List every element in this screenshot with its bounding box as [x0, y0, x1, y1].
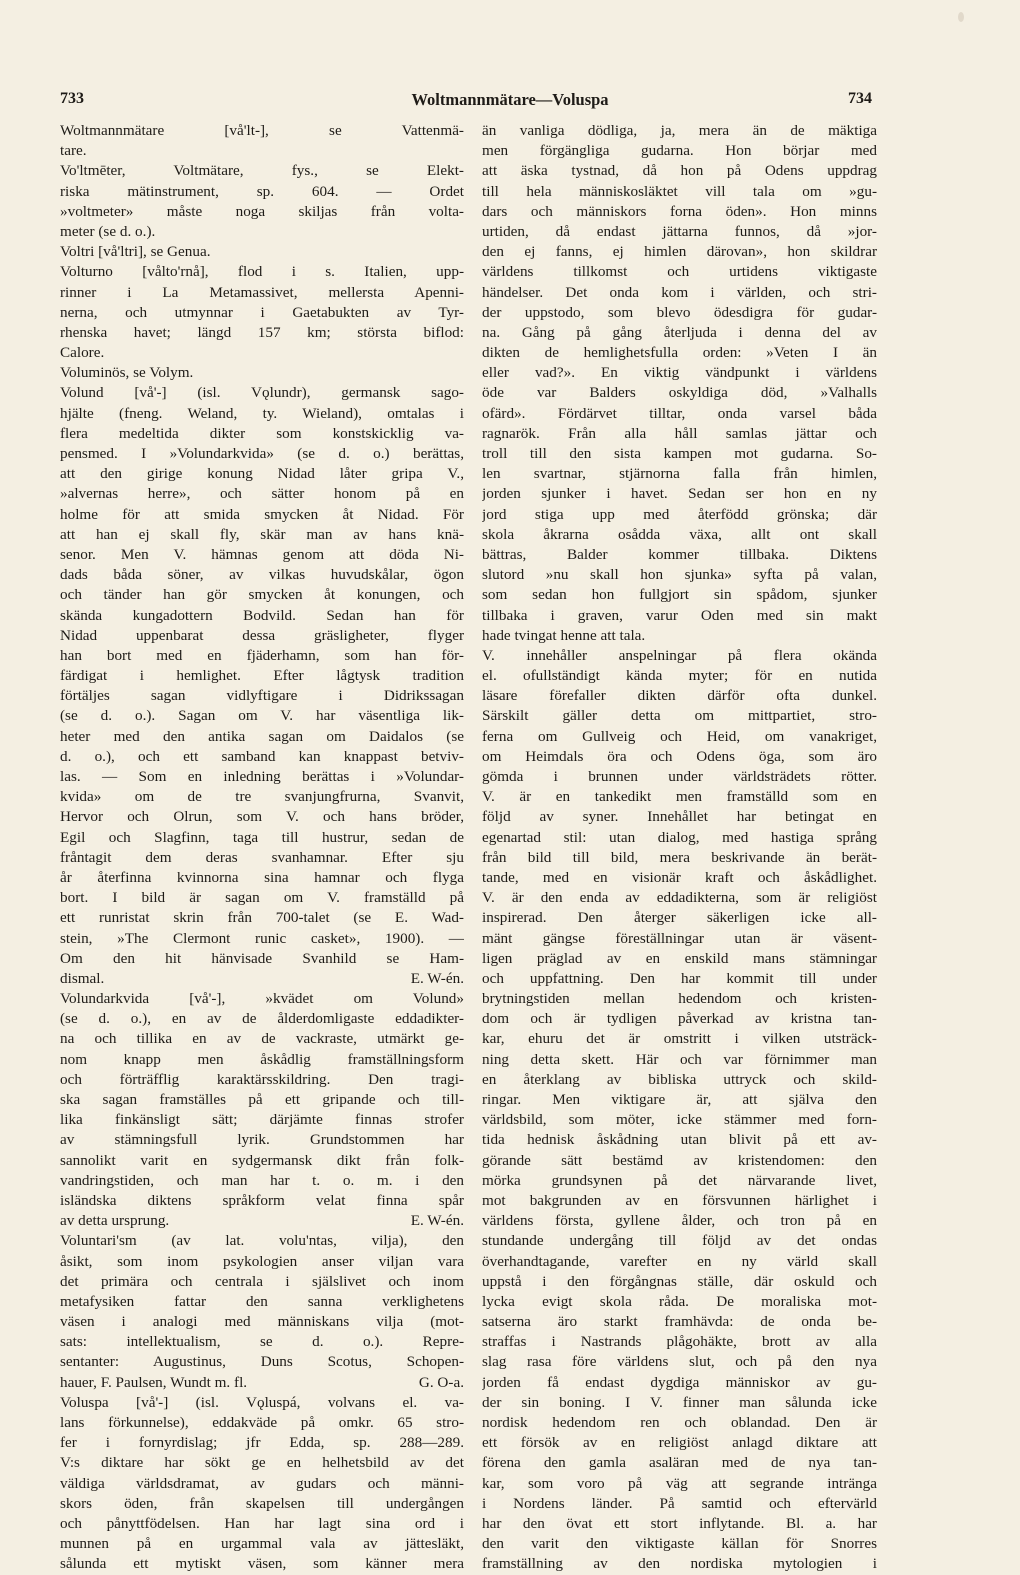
text-line: tillbaka i graven, varur Oden med sin makt: [482, 606, 877, 624]
text-line: färdigat i hemlighet. Efter lågtysk tradition: [60, 667, 464, 685]
text-line: riska mätinstrument, sp. 604. — Ordet: [60, 182, 464, 200]
text-line: skända kungadottern Bodvild. Sedan han för: [60, 606, 464, 624]
text-line: han bort med en fjäderhamn, som han för-: [60, 646, 464, 664]
text-line: världens tillkomst och urtidens viktigaste: [482, 263, 877, 281]
text-line: holme för att smida smycken åt Nidad. För: [60, 505, 464, 523]
text-line: V. är den enda av eddadikterna, som är religiöst: [482, 889, 877, 907]
text-line: den ej fanns, ej himlen därovan», hon skildrar: [482, 243, 877, 261]
text-line: Volturno [vålto'rnå], flod i s. Italien, upp-: [60, 263, 464, 281]
text-line: der uppstodo, som blevo ödesdigra för gudar-: [482, 303, 877, 321]
text-line: munnen på en urgammal vala av jättesläkt,: [60, 1535, 464, 1553]
text-line: straffas i Nastrands plågohäkte, brott av alla: [482, 1333, 877, 1351]
text-line: läsare förefaller dikten därför ofta dunkel.: [482, 687, 877, 705]
text-line: heter med den antika sagan om Daidalos (se: [60, 727, 464, 745]
text-line: Volundarkvida [vå'-], »kvädet om Volund»: [60, 990, 464, 1008]
text-line: skors öden, från skapelsen till undergången: [60, 1494, 464, 1512]
page-number-left: 733: [60, 90, 84, 107]
text-line: lans förkunnelse), eddakväde på omkr. 65 stro-: [60, 1414, 464, 1431]
text-line: (se d. o.), en av de ålderdomligaste eddadikter-: [60, 1010, 464, 1028]
text-line: stundande undergång till följd av det ondas: [482, 1232, 877, 1250]
text-line: senor. Men V. hämnas genom att döda Ni-: [60, 545, 464, 563]
text-line: fer i fornyrdislag; jfr Edda, sp. 288—289.: [60, 1434, 464, 1452]
text-line: nerna, och utmynnar i Gaetabukten av Tyr-: [60, 303, 464, 321]
text-line: hade tvingat henne att tala.: [482, 626, 646, 644]
text-line: isländska diktens språkform velat finna spår: [60, 1191, 464, 1209]
text-line: bort. I bild är sagan om V. framställd på: [60, 889, 464, 907]
text-line: tande, med en visionär kraft och åskådlighet.: [482, 868, 877, 886]
text-line: dars och människors forna öden». Hon minns: [482, 202, 877, 220]
text-line: egenartad stil: utan dialog, med hastiga språng: [482, 828, 877, 846]
text-line: rhenska havet; längd 157 km; största biflod:: [60, 323, 464, 341]
paper-mark: [958, 12, 964, 22]
text-line: flera medeltida dikter som konstskicklig va-: [60, 424, 464, 442]
page-number-right: 734: [848, 90, 872, 107]
text-line: metafysiken fattar den sanna verklighetens: [60, 1292, 464, 1310]
text-line: sats: intellektualism, se d. o.). Repre-: [60, 1333, 464, 1351]
text-line: mänt gängse föreställningar utan är väsent-: [482, 929, 877, 947]
text-line: »voltmeter» måste noga skiljas från volta-: [60, 202, 464, 220]
text-line: om Heimdals öra och Odens öga, som äro: [482, 747, 877, 765]
text-line: ofärd». Fördärvet tilltar, onda varsel båda: [482, 404, 877, 422]
text-line: Särskilt gäller detta om mittpartiet, stro-: [482, 707, 877, 725]
text-line: mörka grundsynen på det närvarande livet,: [482, 1171, 877, 1189]
text-line: tare.: [60, 142, 87, 160]
text-line: tida hednisk åskådning utan blivit på ett av-: [482, 1131, 877, 1149]
text-line: ska sagan framställes på ett gripande och till-: [60, 1091, 464, 1108]
text-line: väldiga världsdramat, av gudars och männi-: [60, 1474, 464, 1492]
text-line: kar, ehuru det är omstritt i vilken utsträck-: [482, 1030, 877, 1048]
text-line: att äska tystnad, då hon på Odens uppdrag: [482, 162, 877, 180]
text-line: har den övat ett stort inflytande. Bl. a. har: [482, 1514, 877, 1532]
text-line: ferna om Gullveig och Heid, om vanakriget,: [482, 727, 877, 745]
text-line: uppstå i den förgångnas ställe, där oskuld och: [482, 1272, 877, 1290]
text-line: bättras, Balder kommer tillbaka. Diktens: [482, 545, 877, 563]
text-line: satserna äro starkt framhävda: de onda be-: [482, 1313, 877, 1331]
text-line: förena den gamla asaläran med de nya tan-: [482, 1454, 877, 1472]
text-line: lycka evigt skola råda. De moraliska mot-: [482, 1292, 877, 1310]
text-line: V. innehåller anspelningar på flera okända: [482, 646, 877, 664]
text-line: åsikt, som inom psykologien anser viljan vara: [60, 1252, 464, 1270]
text-line: el. ofullständigt kända myter; för en nutida: [482, 667, 877, 685]
text-line: framställning av den nordiska mytologien i: [482, 1555, 877, 1573]
text-line: ligen präglad av en enskild mans stämningar: [482, 949, 877, 967]
text-line: Calore.: [60, 344, 105, 362]
text-line: av stämningsfull lyrik. Grundstommen har: [60, 1131, 464, 1149]
text-line: ett försök av en religiöst anlagd diktare att: [482, 1434, 877, 1452]
text-line: eller vad?». En viktig vändpunkt i världens: [482, 364, 877, 382]
text-line: och tänder han gör smycken åt konungen, och: [60, 586, 464, 604]
text-line: urtiden, då endast jättarna funnos, då »jor-: [482, 222, 877, 240]
text-line: pensmed. I »Volundarkvida» (se d. o.) berättas,: [60, 445, 464, 462]
text-line: troll till den sista kampen mot gudarna. So-: [482, 445, 877, 462]
text-line: kar, som voro på väg att segrande intränga: [482, 1474, 877, 1492]
text-line: E. W-én. dismal.: [60, 969, 464, 987]
text-line: förtäljes sagan vidlyftigare i Didrikssagan: [60, 687, 464, 705]
text-line: världens första, gyllene ålder, och tron på en: [482, 1212, 877, 1230]
text-line: händelser. Det onda kom i världen, och stri-: [482, 283, 877, 301]
text-line: Hervor och Olrun, som V. och hans bröder,: [60, 808, 464, 826]
text-line: slag rasa före världens slut, och på den nya: [482, 1353, 877, 1371]
text-line: ragnarök. Från alla håll samlas jättar och: [482, 424, 877, 442]
text-line: inspirerad. Den återger säkerligen icke all-: [482, 909, 877, 927]
text-line: jorden sjunker i havet. Sedan ser hon en ny: [482, 485, 877, 503]
text-line: att den girige konung Nidad låter gripa V.,: [60, 465, 464, 483]
text-line: Volund [vå'-] (isl. Vǫlundr), germansk sago-: [60, 384, 464, 402]
text-line: der sin boning. I V. finner man sålunda icke: [482, 1393, 877, 1411]
text-line: år återfinna kvinnorna sina hamnar och flyga: [60, 868, 464, 886]
text-line: E. W-én. av detta ursprung.: [60, 1212, 464, 1230]
text-line: (se d. o.). Sagan om V. har väsentliga lik-: [60, 707, 464, 725]
text-line: stein, »The Clermont runic casket», 1900). —: [60, 929, 464, 947]
text-line: »alvernas herre», och sätter honom på en: [60, 485, 464, 503]
text-line: skola åkrarna osådda växa, allt ont skall: [482, 525, 877, 543]
text-line: brytningstiden mellan hedendom och kristen-: [482, 990, 877, 1008]
text-line: hjälte (fneng. Weland, ty. Wieland), omtalas i: [60, 404, 464, 422]
text-line: Om den hit hänvisade Svanhild se Ham-: [60, 949, 464, 967]
text-line: men förgängliga gudarna. Hon börjar med: [482, 142, 877, 160]
text-line: och förträfflig karaktärsskildring. Den tragi-: [60, 1070, 464, 1088]
text-line: V. är en tankedikt men framställd som en: [482, 788, 877, 806]
text-line: slutord »nu skall hon sjunka» syfta på valan,: [482, 566, 877, 584]
text-line: na. Gång på gång återljuda i denna del av: [482, 323, 877, 341]
text-line: rinner i La Metamassivet, mellersta Apenni-: [60, 283, 464, 301]
text-line: ning detta skett. Här och var förnimmer man: [482, 1050, 877, 1068]
text-line: Voltri [vå'ltri], se Genua.: [60, 243, 211, 261]
right-text-column: [482, 121, 877, 1575]
text-line: än vanliga dödliga, ja, mera än de mäktiga: [482, 122, 877, 139]
text-line: i Nordens länder. På samtid och eftervärld: [482, 1494, 877, 1512]
text-line: dom och är tydligen påverkad av kristna tan-: [482, 1010, 877, 1028]
text-line: att han ej skall fly, skär man av hans knä-: [60, 525, 464, 543]
text-line: gömda i brunnen under världsträdets rötter.: [482, 768, 877, 785]
text-line: V:s diktare har sökt ge en helhetsbild av det: [60, 1454, 464, 1472]
text-line: Vo'ltmēter, Voltmätare, fys., se Elekt-: [60, 162, 464, 180]
text-line: och uppfattning. Den har kommit till under: [482, 969, 877, 987]
text-line: nordisk hedendom ren och oblandad. Den är: [482, 1414, 877, 1431]
text-line: mot bakgrunden av en försvunnen härlighet i: [482, 1191, 877, 1209]
text-line: en återklang av bibliska uttryck och skild-: [482, 1070, 877, 1088]
text-line: ringar. Men viktigare är, att själva den: [482, 1091, 877, 1108]
text-line: dads båda söner, av vilkas huvudskålar, ögon: [60, 566, 464, 584]
text-line: meter (se d. o.).: [60, 222, 156, 240]
text-line: na och tillika en av de vackraste, utmärkt ge-: [60, 1030, 464, 1048]
text-line: världsbild, som möter, icke stämmer med forn-: [482, 1111, 877, 1129]
text-line: lika finkänsligt sätt; därjämte finnas strofer: [60, 1111, 464, 1129]
text-line: vandringstiden, och man har t. o. m. i den: [60, 1171, 464, 1189]
text-line: som sedan hon fullgjort sin spådom, sjunker: [482, 586, 877, 604]
text-line: jorden få endast dygdiga människor av gu-: [482, 1373, 877, 1391]
text-line: sannolikt varit en sydgermansk dikt från folk-: [60, 1151, 464, 1169]
text-line: G. O-a. hauer, F. Paulsen, Wundt m. fl.: [60, 1373, 464, 1391]
text-line: dikten de hemlighetsfulla orden: »Veten I än: [482, 344, 877, 362]
text-line: och pånyttfödelsen. Han har lagt sina ord i: [60, 1514, 464, 1532]
text-line: len svartnar, stjärnorna falla från himlen,: [482, 465, 877, 483]
text-line: öde var Balders oskyldiga död, »Valhalls: [482, 384, 877, 402]
text-line: Egil och Slagfinn, taga till hustrur, sedan de: [60, 828, 464, 846]
text-line: det primära och centrala i själslivet och inom: [60, 1272, 464, 1290]
text-line: till hela människosläktet vill tala om »gu-: [482, 182, 877, 200]
text-line: d. o.), och ett samband kan knappast betviv-: [60, 747, 464, 765]
text-line: följd av syner. Innehållet har betingat en: [482, 808, 877, 826]
text-line: överhandtagande, varefter en ny värld skall: [482, 1252, 877, 1270]
text-line: görande sätt bestämd av kristendomen: den: [482, 1151, 877, 1169]
text-line: jord stiga upp med återfödd grönska; där: [482, 505, 877, 523]
text-line: den varit den viktigaste källan för Snorres: [482, 1535, 877, 1553]
text-line: Voluspa [vå'-] (isl. Vǫluspá, volvans el. va-: [60, 1393, 464, 1411]
text-line: fråntagit dem deras svanhamnar. Efter sju: [60, 848, 464, 866]
text-line: Woltmannmätare [vå'lt-], se Vattenmä-: [60, 122, 464, 139]
running-title: Woltmannmätare—Voluspa: [411, 90, 609, 109]
text-line: kvida» om de tre svanjungfrurna, Svanvit,: [60, 788, 464, 806]
text-line: las. — Som en inledning berättas i »Volundar-: [60, 768, 464, 785]
text-line: Voluminös, se Volym.: [60, 364, 194, 382]
left-text-column: [60, 121, 464, 1575]
text-line: väsen i analogi med människans vilja (mot-: [60, 1313, 464, 1331]
text-line: sentanter: Augustinus, Duns Scotus, Schopen-: [60, 1353, 464, 1371]
text-line: nom knapp men åskådlig framställningsform: [60, 1050, 464, 1068]
text-line: sålunda ett mytiskt väsen, som känner mera: [60, 1555, 464, 1573]
text-line: från bild till bild, mera beskrivande än berät-: [482, 848, 877, 866]
text-line: Voluntari'sm (av lat. volu'ntas, vilja), den: [60, 1232, 464, 1250]
text-line: ett runristat skrin från 700-talet (se E. Wad-: [60, 909, 464, 927]
text-line: Nidad uppenbarat dessa gräsligheter, flyger: [60, 626, 464, 644]
